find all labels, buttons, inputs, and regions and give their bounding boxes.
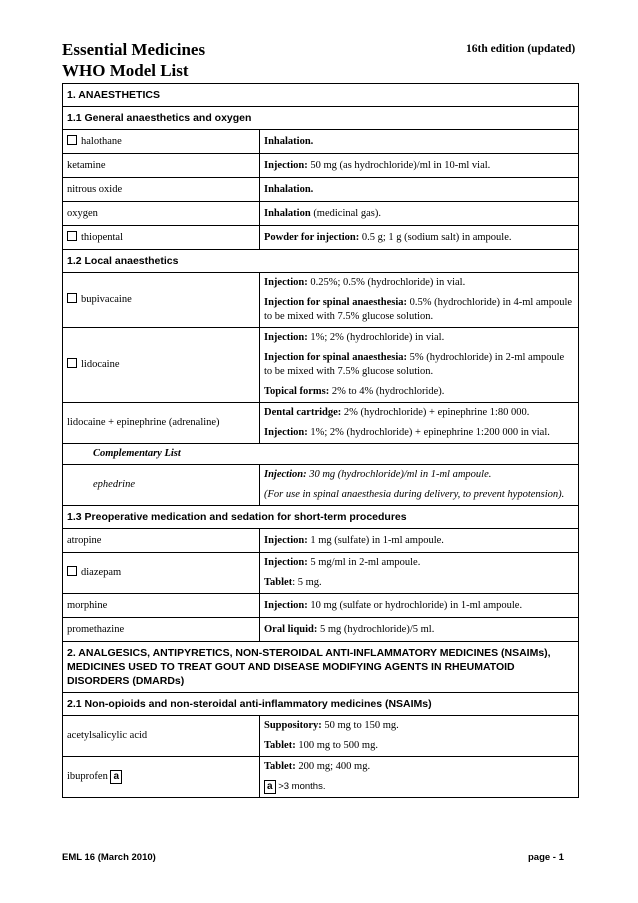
form-text: 0.5 g; 1 g (sodium salt) in ampoule. [359,231,512,243]
medicine-cell [63,130,260,154]
medicine-cell [63,154,260,178]
section-row [63,506,579,529]
table-row [63,154,579,178]
medicine-name: oxygen [67,207,98,219]
subsection-heading: 2.1 Non-opioids and non-steroidal anti-inflammatory medicines (NSAIMs) [63,693,579,716]
form-label: Dental cartridge: [264,407,342,418]
age-restriction-text: >3 months. [275,781,326,792]
form-text: 50 mg (as hydrochloride)/ml in 10-ml vial. [307,159,491,171]
form-label: Powder for injection: [264,231,360,243]
medicine-cell [63,178,260,202]
table-row [63,618,579,642]
form-label: Injection: [264,332,308,343]
medicine-cell [63,553,260,594]
form-text: 2% (hydrochloride) + epinephrine 1:80 000. [341,407,530,418]
form-text: 0.25%; 0.5% (hydrochloride) in vial. [307,277,466,288]
form-text: 5% (hydrochloride) in 2-ml ampoule to be mixed with 7.5% glucose solution. [264,352,565,377]
form-label: Injection for spinal anaesthesia: [264,297,408,308]
age-restriction-badge: a [264,780,276,794]
dosage-cell [260,202,579,226]
medicine-name: ketamine [67,159,106,171]
dosage-cell [260,226,579,250]
table-row [63,553,579,594]
section-row [63,84,579,107]
dosage-cell [260,178,579,202]
dosage-cell [260,130,579,154]
medicine-name: halothane [81,135,122,147]
table-row [63,465,579,506]
dosage-cell [260,716,579,757]
dosage-cell [260,328,579,403]
section-row [63,250,579,273]
section-row [63,693,579,716]
medicine-cell [63,757,260,798]
medicine-cell [63,465,260,506]
medicine-name: acetylsalicylic acid [67,730,148,741]
table-row [63,403,579,444]
form-text: (medicinal gas). [310,207,381,219]
medicine-cell [63,403,260,444]
page-number: page - 1 [528,852,564,863]
medicine-name: morphine [67,599,108,611]
medicine-cell [63,594,260,618]
subsection-heading: 1.2 Local anaesthetics [63,250,579,273]
medicine-name: ephedrine [93,479,135,490]
complementary-list-heading: Complementary List [63,444,579,465]
dosage-cell [260,618,579,642]
medicine-name: diazepam [81,567,122,578]
form-label: Injection: [264,427,308,438]
dosage-cell [260,273,579,328]
section-row [63,642,579,693]
table-row [63,178,579,202]
dosage-cell [260,465,579,506]
form-label: Tablet: [264,740,296,751]
form-label: Suppository: [264,720,322,731]
medicine-name: atropine [67,534,102,546]
form-label: Injection: [264,599,308,611]
table-row [63,328,579,403]
square-box-icon [67,358,77,368]
medicine-cell [63,618,260,642]
dosage-cell [260,553,579,594]
form-label: Inhalation [264,207,311,219]
form-label: Injection for spinal anaesthesia: [264,352,408,363]
medicine-cell [63,226,260,250]
footer-edition: EML 16 (March 2010) [62,852,156,863]
medicine-name: lidocaine [81,359,120,370]
form-text: 30 mg (hydrochloride)/ml in 1-ml ampoule. [306,469,492,480]
medicine-cell [63,716,260,757]
square-box-icon [67,566,77,576]
age-restriction-badge: a [110,770,122,784]
form-label: Injection: [264,534,308,546]
medicine-cell [63,328,260,403]
medicine-name: ibuprofen [67,771,108,782]
medicines-table [62,83,579,798]
form-label: Topical forms: [264,386,330,397]
form-text: 200 mg; 400 mg. [295,761,371,772]
medicine-cell [63,529,260,553]
table-row [63,273,579,328]
form-label: Tablet [264,577,293,588]
form-label: Inhalation. [264,183,314,195]
section-row [63,107,579,130]
form-text: 1 mg (sulfate) in 1-ml ampoule. [307,534,444,546]
table-row [63,594,579,618]
table-row [63,716,579,757]
table-row [63,757,579,798]
edition-label: 16th edition (updated) [466,43,576,55]
form-label: Oral liquid: [264,623,318,635]
dosage-cell [260,757,579,798]
form-text: 5 mg (hydrochloride)/5 ml. [317,623,435,635]
subsection-heading: 1.3 Preoperative medication and sedation for short-term procedures [63,506,579,529]
square-box-icon [67,293,77,303]
section-heading: 2. ANALGESICS, ANTIPYRETICS, NON-STEROIDAL ANTI-INFLAMMATORY MEDICINES (NSAIMs), MEDICINES USED TO TREAT GOUT AND DISEASE MODIFYING AGENTS IN RHEUMATOID DISORDERS (DMARDs) [63,642,579,693]
dosage-cell [260,403,579,444]
form-text: 50 mg to 150 mg. [321,720,399,731]
form-label: Tablet: [264,761,296,772]
form-text: 1%; 2% (hydrochloride) in vial. [307,332,445,343]
medicine-name: nitrous oxide [67,183,123,195]
section-row [63,444,579,465]
square-box-icon [67,231,77,241]
form-text: 1%; 2% (hydrochloride) + epinephrine 1:200 000 in vial. [307,427,550,438]
form-label: Injection: [264,469,307,480]
form-text: 100 mg to 500 mg. [295,740,378,751]
medicine-name: thiopental [81,231,123,243]
form-text: : 5 mg. [292,577,322,588]
form-text: 0.5% (hydrochloride) in 4-ml ampoule to be mixed with 7.5% glucose solution. [264,297,573,322]
section-heading: 1. ANAESTHETICS [63,84,579,107]
dosage-cell [260,529,579,553]
table-row [63,529,579,553]
form-label: Inhalation. [264,135,314,147]
dosage-cell [260,154,579,178]
form-label: Injection: [264,159,308,171]
form-label: Injection: [264,557,308,568]
table-row [63,226,579,250]
table-row [63,202,579,226]
document-subtitle: WHO Model List [62,61,189,80]
form-text: 2% to 4% (hydrochloride). [329,386,445,397]
medicine-cell [63,273,260,328]
medicine-name: promethazine [67,623,125,635]
subsection-heading: 1.1 General anaesthetics and oxygen [63,107,579,130]
medicine-cell [63,202,260,226]
form-note: (For use in spinal anaesthesia during delivery, to prevent hypotension). [264,489,565,500]
dosage-cell [260,594,579,618]
form-text: 10 mg (sulfate or hydrochloride) in 1-ml ampoule. [307,599,523,611]
medicine-name: lidocaine + epinephrine (adrenaline) [67,417,220,428]
document-title: Essential Medicines [62,40,206,59]
square-box-icon [67,135,77,145]
table-row [63,130,579,154]
form-text: 5 mg/ml in 2-ml ampoule. [307,557,421,568]
form-label: Injection: [264,277,308,288]
medicine-name: bupivacaine [81,294,132,305]
